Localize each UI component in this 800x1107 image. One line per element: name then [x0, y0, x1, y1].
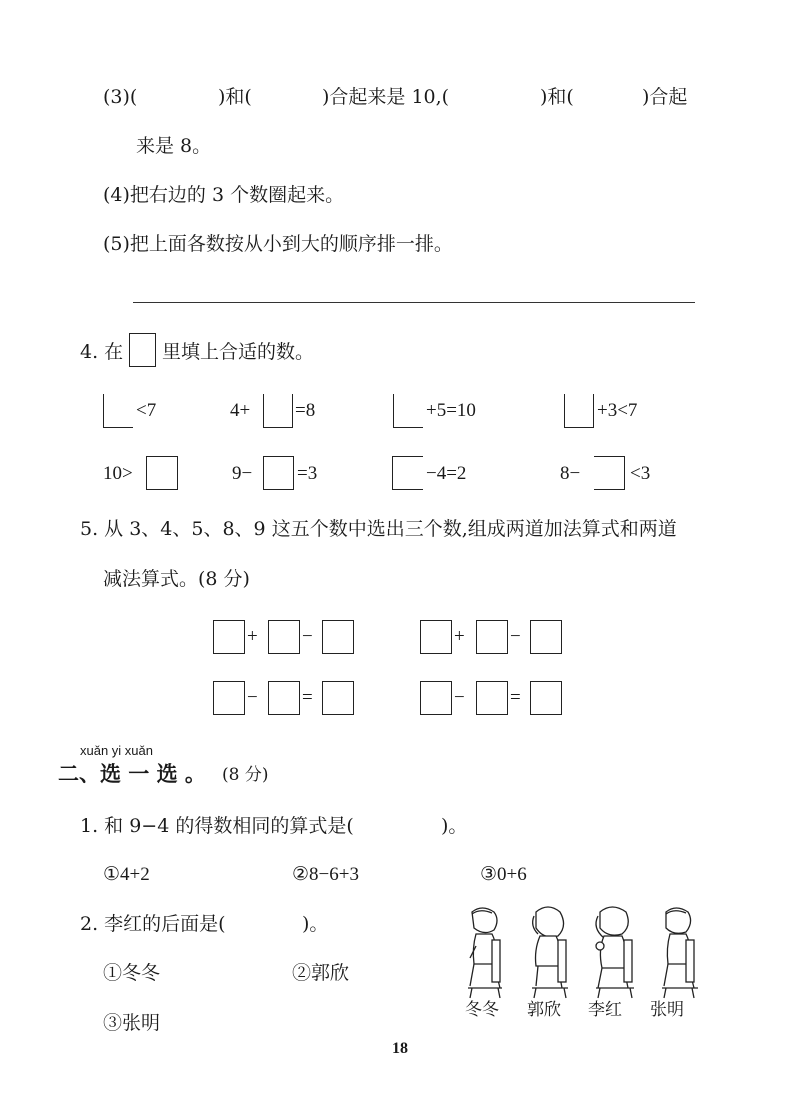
- answer-box[interactable]: [530, 681, 562, 715]
- child-name-label: 张明: [650, 1000, 684, 1020]
- choice1-option-2[interactable]: ②8−6+3: [292, 864, 359, 885]
- equation-text: −4=2: [426, 463, 467, 484]
- child-name-label: 冬冬: [465, 1000, 499, 1020]
- child-figure: [532, 907, 568, 998]
- fill-instruction-post: 里填上合适的数。: [162, 341, 315, 363]
- answer-box[interactable]: [420, 681, 452, 715]
- answer-line[interactable]: [133, 302, 695, 303]
- answer-box[interactable]: [476, 620, 508, 654]
- choice2-option-3[interactable]: ③张明: [103, 1012, 161, 1034]
- q3-text-line2: 来是 8。: [136, 135, 212, 157]
- fill-instruction-pre: 4. 在: [80, 341, 124, 363]
- plus-sign: +: [454, 626, 465, 647]
- minus-sign: −: [454, 687, 465, 708]
- answer-box[interactable]: [476, 681, 508, 715]
- choice1-question-post: )。: [441, 815, 468, 837]
- choice2-question-pre: 2. 李红的后面是(: [80, 913, 226, 935]
- q3-text-e: )合起: [642, 86, 688, 108]
- choice1-option-3[interactable]: ③0+6: [480, 864, 527, 885]
- choice1-question-pre: 1. 和 9−4 的得数相同的算式是(: [80, 815, 354, 837]
- equation-text: +3<7: [597, 400, 638, 421]
- equation-text: =3: [297, 463, 318, 484]
- answer-box[interactable]: [268, 620, 300, 654]
- equation-text: +5=10: [426, 400, 476, 421]
- child-figure: [662, 908, 698, 998]
- choice1-option-1[interactable]: ①4+2: [103, 864, 150, 885]
- q3-text-b: )和(: [218, 86, 252, 108]
- answer-box[interactable]: [530, 620, 562, 654]
- answer-box[interactable]: [322, 681, 354, 715]
- answer-box[interactable]: [268, 681, 300, 715]
- child-figure: [468, 908, 502, 998]
- child-name-label: 李红: [588, 1000, 622, 1020]
- answer-box[interactable]: [420, 620, 452, 654]
- q3-text-d: )和(: [540, 86, 574, 108]
- equation-text: =8: [295, 400, 316, 421]
- answer-box[interactable]: [322, 620, 354, 654]
- equation-text: <7: [136, 400, 157, 421]
- answer-box[interactable]: [146, 456, 178, 490]
- children-illustration: [454, 906, 704, 1004]
- equation-text: 10>: [103, 463, 133, 484]
- answer-box[interactable]: [213, 620, 245, 654]
- section-pinyin: xuǎn yi xuǎn: [80, 743, 153, 758]
- child-name-label: 郭欣: [527, 1000, 561, 1020]
- minus-sign: −: [247, 687, 258, 708]
- sample-box: [129, 333, 156, 367]
- equation-text: 4+: [230, 400, 251, 421]
- page-number: 18: [392, 1040, 408, 1057]
- equals-sign: =: [510, 687, 521, 708]
- equation-text: <3: [630, 463, 651, 484]
- choice2-option-2[interactable]: ②郭欣: [292, 962, 350, 984]
- answer-box[interactable]: [263, 394, 293, 428]
- equation-text: 9−: [232, 463, 253, 484]
- q4-circle-instruction: (4)把右边的 3 个数圈起来。: [103, 184, 345, 206]
- answer-box[interactable]: [594, 456, 625, 490]
- q5-line2: 减法算式。(8 分): [103, 568, 250, 590]
- choice2-option-1[interactable]: ①冬冬: [103, 962, 161, 984]
- child-figure: [596, 907, 634, 998]
- choice2-question-post: )。: [302, 913, 329, 935]
- q3-text-c: )合起来是 10,(: [322, 86, 450, 108]
- answer-box[interactable]: [213, 681, 245, 715]
- minus-sign: −: [510, 626, 521, 647]
- plus-sign: +: [247, 626, 258, 647]
- minus-sign: −: [302, 626, 313, 647]
- equals-sign: =: [302, 687, 313, 708]
- answer-box[interactable]: [263, 456, 294, 490]
- section-title: 二、选 一 选 。: [58, 761, 206, 786]
- q5-order-instruction: (5)把上面各数按从小到大的顺序排一排。: [103, 233, 453, 255]
- answer-box[interactable]: [103, 394, 133, 428]
- q3-text-a: (3)(: [103, 86, 138, 108]
- section-score: (8 分): [222, 765, 269, 785]
- equation-text: 8−: [560, 463, 581, 484]
- answer-box[interactable]: [393, 394, 423, 428]
- answer-box[interactable]: [392, 456, 423, 490]
- answer-box[interactable]: [564, 394, 594, 428]
- q5-line1: 5. 从 3、4、5、8、9 这五个数中选出三个数,组成两道加法算式和两道: [80, 518, 677, 540]
